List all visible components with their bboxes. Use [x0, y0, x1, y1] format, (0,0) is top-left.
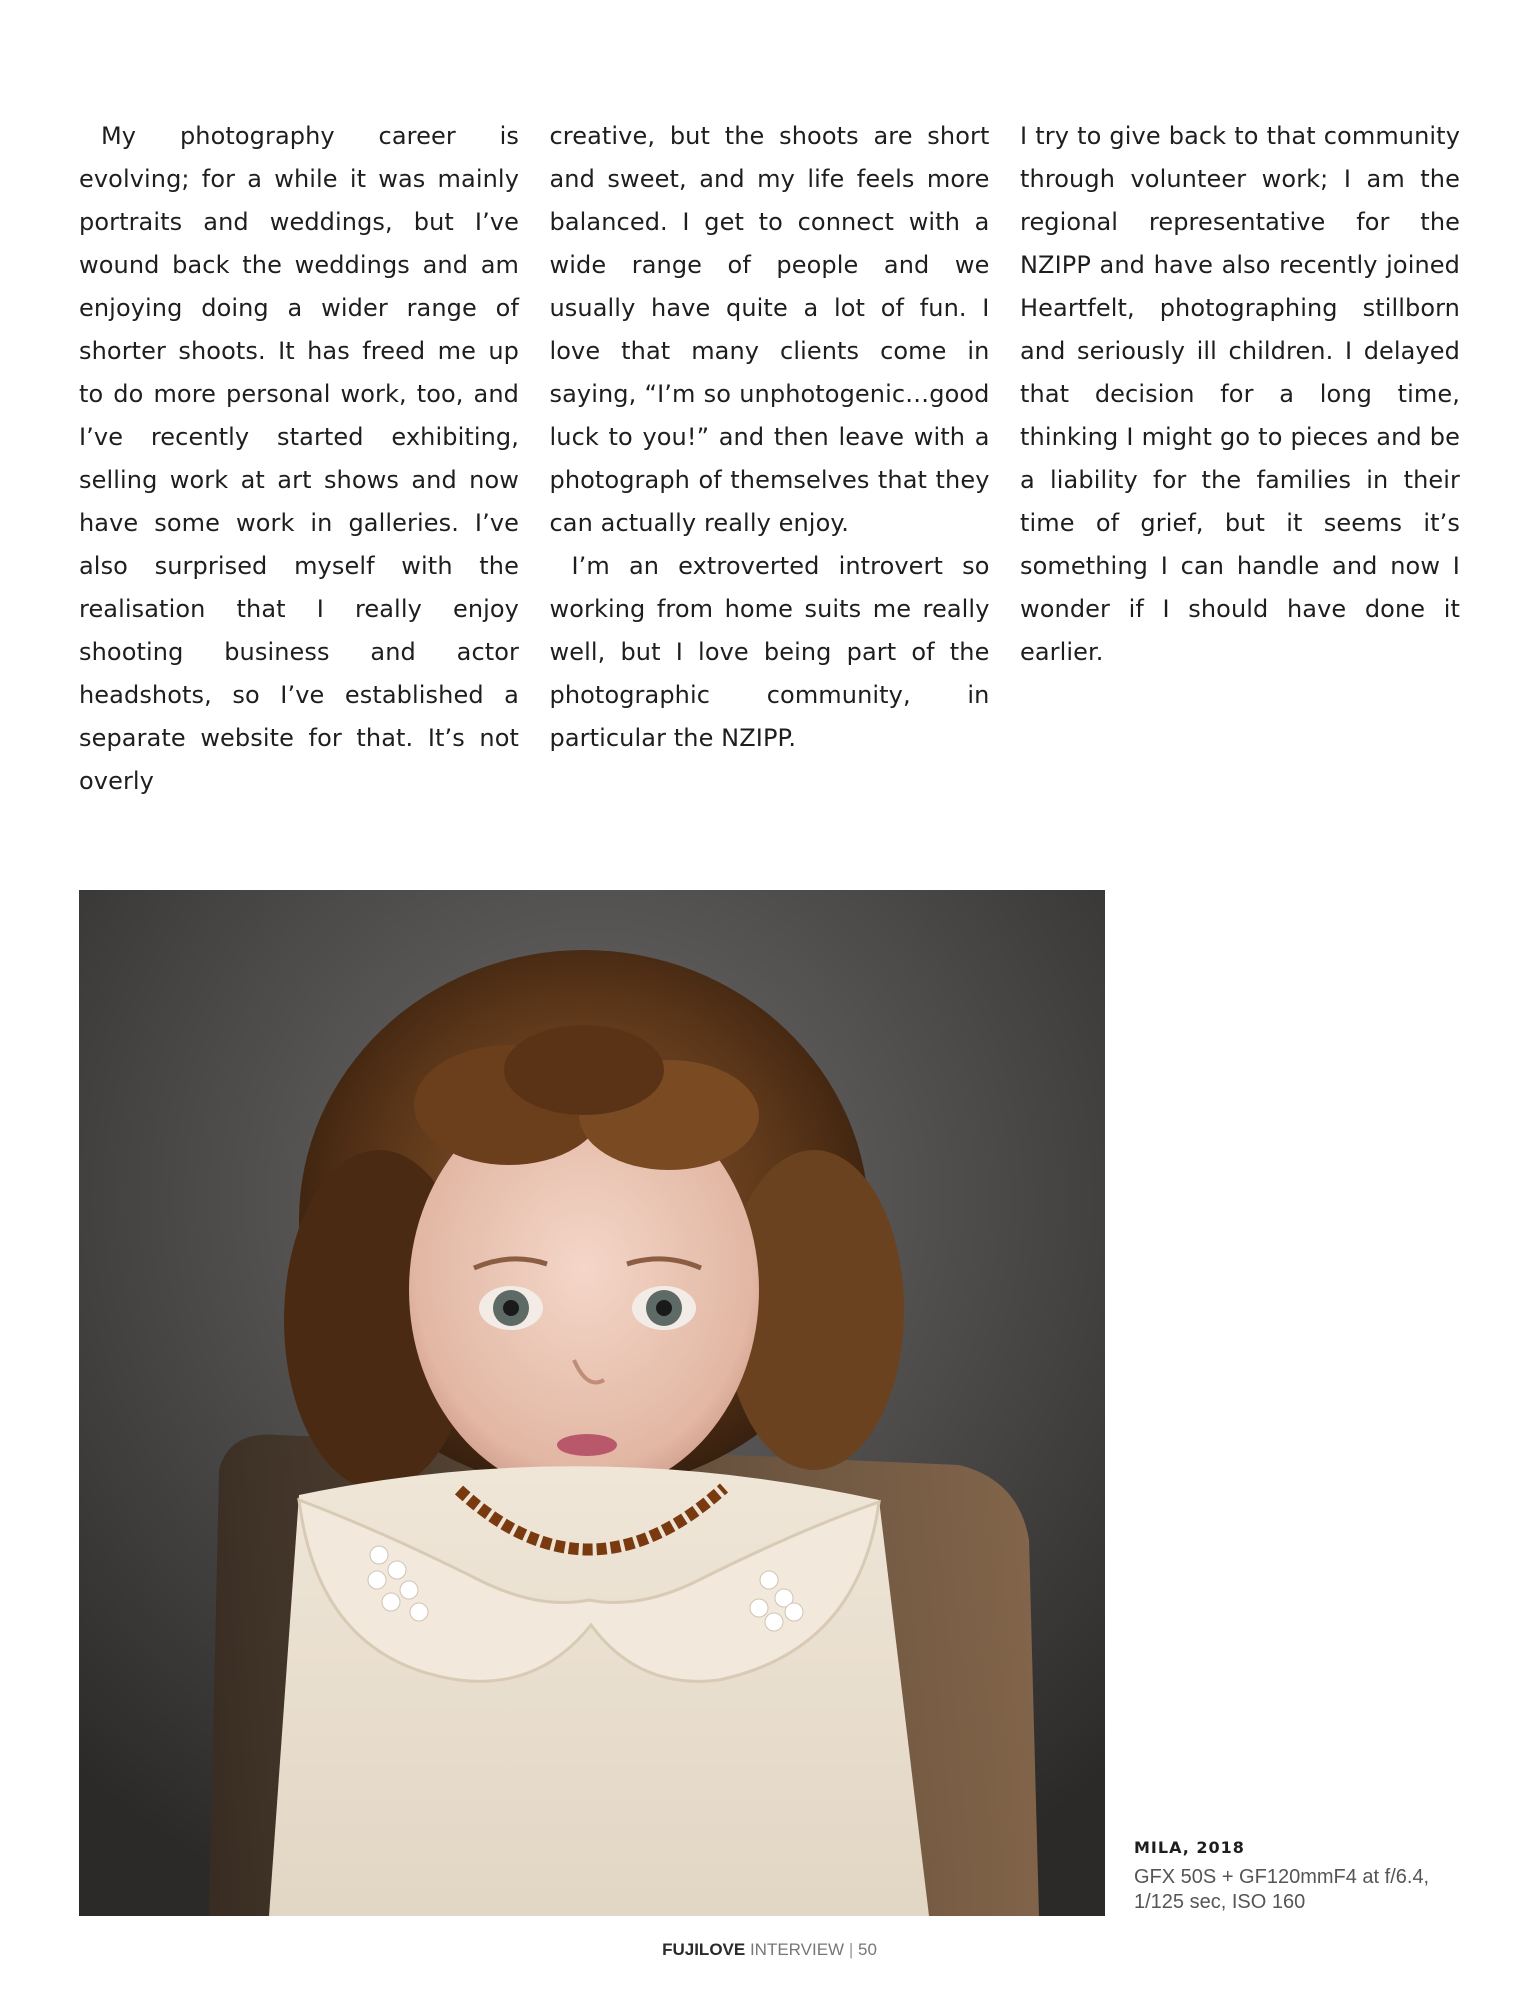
caption-line: 1/125 sec, ISO 160 — [1134, 1891, 1306, 1913]
portrait-photo — [79, 890, 1105, 1916]
footer-page-number: 50 — [857, 1940, 877, 1959]
caption-title: MILA, 2018 — [1134, 1838, 1245, 1857]
article-columns — [79, 115, 1460, 795]
caption-camera-settings — [1134, 1865, 1464, 1915]
paragraph: creative, but the shoots are short and sweet, and my life feels more balanced. I get to connect with a wide range of people and we usually have quite a lot of fun. I love that many clients come in saying, “I’m so unphotogenic…good luck to you!” and then leave with a photograph of themselves that they can actually really enjoy. — [549, 122, 990, 537]
footer-separator: | — [848, 1940, 854, 1959]
caption-line: GFX 50S + GF120mmF4 at f/6.4, — [1134, 1866, 1430, 1888]
page-footer — [0, 1940, 1539, 1960]
portrait-illustration — [79, 890, 1105, 1916]
paragraph: My photography career is evolving; for a while it was mainly portraits and weddings, but I’ve wound back the weddings and am enjoying doing a wider range of shorter shoots. It has freed me up to do more personal work, too, and I’ve recently started exhibiting, selling work at art shows and now have some work in galleries. I’ve also surprised myself with the realisation that I really enjoy shooting business and actor headshots, so I’ve established a separate website for that. It’s not overly — [79, 122, 519, 795]
article-column-3 — [1020, 115, 1460, 685]
footer-section: INTERVIEW — [749, 1940, 845, 1959]
article-column-1 — [79, 115, 519, 795]
photo-caption — [1134, 1838, 1464, 1915]
paragraph: I’m an extroverted introvert so working from home suits me really well, but I love being part of the photographic community, in particular the NZIPP. — [549, 552, 990, 752]
article-column-2 — [549, 115, 990, 752]
footer-brand: FUJILOVE — [662, 1940, 746, 1959]
paragraph: I try to give back to that community through volunteer work; I am the regional representative for the NZIPP and have also recently joined Heartfelt, photographing stillborn and seriously ill children. I delayed that decision for a long time, thinking I might go to pieces and be a liability for the families in their time of grief, but it seems it’s something I can handle and now I wonder if I should have done it earlier. — [1020, 122, 1460, 666]
